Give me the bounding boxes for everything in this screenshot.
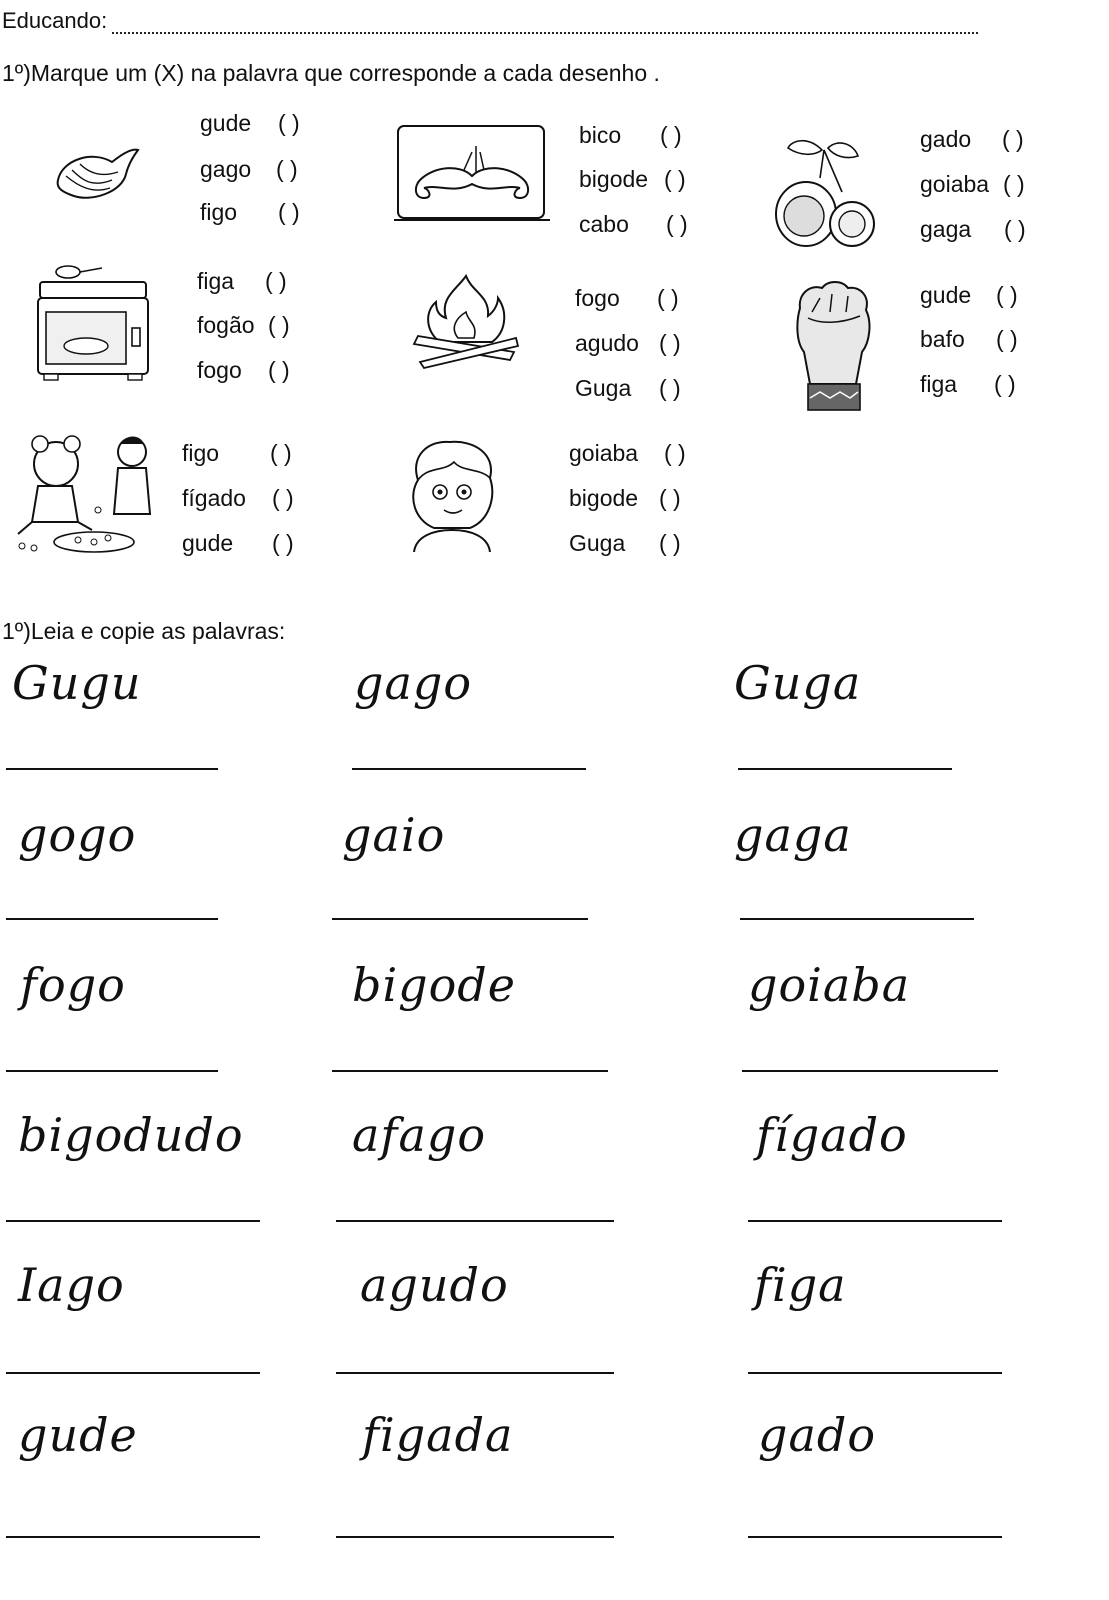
answer-box[interactable]: ( ) — [659, 375, 681, 401]
stove-icon — [36, 262, 150, 387]
answer-box[interactable]: ( ) — [1003, 171, 1025, 197]
boy-face-icon — [404, 436, 500, 559]
cursive-word: Gugu — [12, 656, 142, 710]
option-word: fogo — [197, 357, 242, 383]
cursive-word: gaio — [342, 808, 446, 862]
copy-line[interactable] — [748, 1220, 1002, 1222]
cursive-word: gago — [354, 656, 473, 710]
answer-box[interactable]: ( ) — [278, 199, 300, 225]
option-word: gude — [182, 530, 234, 556]
exercise2-instruction: 1º)Leia e copie as palavras: — [2, 618, 286, 644]
student-name-line[interactable] — [112, 32, 978, 34]
copy-line[interactable] — [332, 1070, 608, 1072]
option-word: gude — [200, 110, 252, 136]
answer-box[interactable]: ( ) — [996, 282, 1018, 308]
answer-box[interactable]: ( ) — [996, 326, 1018, 352]
garlic-icon — [52, 140, 142, 215]
copy-line[interactable] — [6, 918, 218, 920]
option-word: goiaba — [920, 171, 990, 197]
answer-box[interactable]: ( ) — [664, 166, 686, 192]
cursive-word: agudo — [360, 1258, 509, 1312]
option-word: gaga — [920, 216, 972, 242]
copy-line[interactable] — [6, 1372, 260, 1374]
cursive-word: Guga — [734, 656, 862, 710]
copy-line[interactable] — [6, 768, 218, 770]
option-word: bigode — [579, 166, 649, 192]
answer-box[interactable]: ( ) — [276, 156, 298, 182]
option-word: gago — [200, 156, 252, 182]
copy-line[interactable] — [742, 1070, 998, 1072]
cursive-word: gogo — [18, 808, 137, 862]
copy-line[interactable] — [336, 1220, 614, 1222]
student-name-label: Educando: — [2, 8, 108, 33]
copy-line[interactable] — [336, 1372, 614, 1374]
kids-marbles-icon — [8, 430, 164, 563]
option-word: fogo — [575, 285, 620, 311]
copy-line[interactable] — [748, 1536, 1002, 1538]
option-word: bico — [579, 122, 622, 148]
option-word: figo — [200, 199, 238, 225]
cursive-word: figada — [362, 1408, 514, 1462]
cursive-word: bigode — [352, 958, 516, 1012]
option-word: cabo — [579, 211, 629, 237]
answer-box[interactable]: ( ) — [270, 440, 292, 466]
answer-box[interactable]: ( ) — [659, 485, 681, 511]
answer-box[interactable]: ( ) — [1002, 126, 1024, 152]
exercise1-instruction: 1º)Marque um (X) na palavra que corresponde a cada desenho . — [2, 60, 660, 86]
cursive-word: Iago — [18, 1258, 125, 1312]
copy-line[interactable] — [6, 1070, 218, 1072]
answer-box[interactable]: ( ) — [664, 440, 686, 466]
option-word: bafo — [920, 326, 965, 352]
answer-box[interactable]: ( ) — [659, 530, 681, 556]
mustache-icon — [394, 122, 550, 229]
guava-icon — [772, 134, 882, 255]
answer-box[interactable]: ( ) — [272, 530, 294, 556]
fist-icon — [790, 278, 876, 419]
copy-line[interactable] — [740, 918, 974, 920]
answer-box[interactable]: ( ) — [994, 371, 1016, 397]
option-word: figa — [920, 371, 958, 397]
option-word: fogão — [197, 312, 255, 338]
answer-box[interactable]: ( ) — [666, 211, 688, 237]
copy-line[interactable] — [748, 1372, 1002, 1374]
copy-line[interactable] — [738, 768, 952, 770]
answer-box[interactable]: ( ) — [657, 285, 679, 311]
cursive-word: fígado — [756, 1108, 908, 1162]
copy-line[interactable] — [6, 1536, 260, 1538]
cursive-word: bigodudo — [18, 1108, 244, 1162]
option-word: fígado — [182, 485, 246, 511]
copy-line[interactable] — [332, 918, 588, 920]
copy-line[interactable] — [336, 1536, 614, 1538]
cursive-word: gado — [758, 1408, 877, 1462]
answer-box[interactable]: ( ) — [268, 312, 290, 338]
campfire-icon — [410, 272, 522, 375]
cursive-word: gude — [18, 1408, 138, 1462]
option-word: bigode — [569, 485, 639, 511]
option-word: figa — [197, 268, 235, 294]
option-word: Guga — [575, 375, 632, 401]
option-word: gado — [920, 126, 972, 152]
answer-box[interactable]: ( ) — [278, 110, 300, 136]
cursive-word: gaga — [734, 808, 852, 862]
cursive-word: fogo — [20, 958, 126, 1012]
cursive-word: goiaba — [748, 958, 911, 1012]
option-word: agudo — [575, 330, 639, 356]
answer-box[interactable]: ( ) — [1004, 216, 1026, 242]
answer-box[interactable]: ( ) — [660, 122, 682, 148]
option-word: figo — [182, 440, 220, 466]
answer-box[interactable]: ( ) — [272, 485, 294, 511]
option-word: Guga — [569, 530, 626, 556]
copy-line[interactable] — [352, 768, 586, 770]
answer-box[interactable]: ( ) — [265, 268, 287, 294]
option-word: gude — [920, 282, 972, 308]
cursive-word: afago — [352, 1108, 487, 1162]
copy-line[interactable] — [6, 1220, 260, 1222]
answer-box[interactable]: ( ) — [268, 357, 290, 383]
answer-box[interactable]: ( ) — [659, 330, 681, 356]
cursive-word: figa — [754, 1258, 847, 1312]
option-word: goiaba — [569, 440, 639, 466]
